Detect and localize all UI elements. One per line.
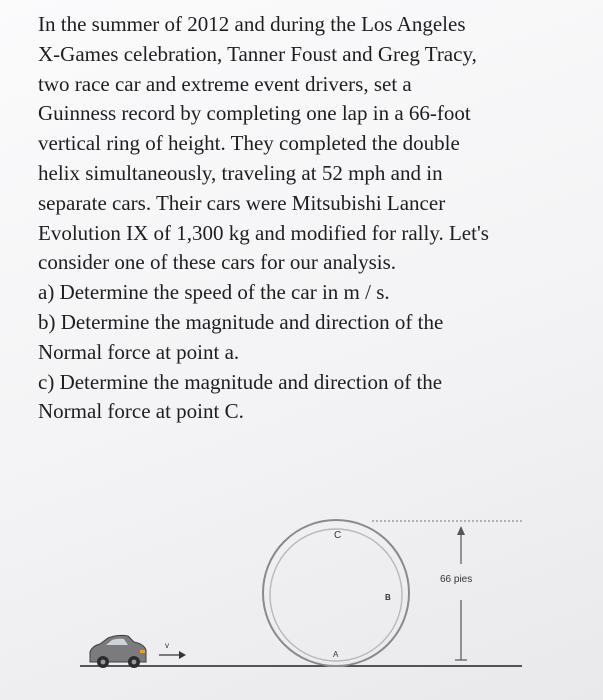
problem-line: Evolution IX of 1,300 kg and modified for rally. Let's <box>38 220 489 245</box>
problem-line: X-Games celebration, Tanner Foust and Greg Tracy, <box>38 41 477 66</box>
point-b-label: B <box>385 593 391 602</box>
problem-line: consider one of these cars for our analysis. <box>38 250 397 275</box>
problem-statement <box>38 10 578 427</box>
question-b: b) Determine the magnitude and direction of the <box>38 309 444 334</box>
problem-line: separate cars. Their cars were Mitsubishi Lancer <box>38 190 446 215</box>
loop-diagram-svg <box>0 500 603 700</box>
question-c: c) Determine the magnitude and direction of the <box>38 369 443 394</box>
velocity-label: v <box>165 641 169 650</box>
problem-line: vertical ring of height. They completed the double <box>38 131 460 156</box>
problem-line: Guinness record by completing one lap in a 66-foot <box>38 101 471 126</box>
vertical-loop-inner <box>270 529 402 661</box>
height-label: 66 pies <box>440 574 473 585</box>
question-b-cont: Normal force at point a. <box>38 339 240 364</box>
question-a: a) Determine the speed of the car in m / s. <box>38 280 390 305</box>
car-icon <box>90 635 146 668</box>
velocity-arrow-head <box>179 651 186 659</box>
point-c-label: C <box>334 530 342 541</box>
point-a-label: A <box>333 650 339 659</box>
height-arrow-head-top <box>457 526 465 535</box>
problem-line: helix simultaneously, traveling at 52 mph and in <box>38 160 443 185</box>
loop-diagram <box>0 500 603 700</box>
problem-line: In the summer of 2012 and during the Los Angeles <box>38 12 466 36</box>
problem-line: two race car and extreme event drivers, set a <box>38 71 412 96</box>
question-c-cont: Normal force at point C. <box>38 399 244 424</box>
